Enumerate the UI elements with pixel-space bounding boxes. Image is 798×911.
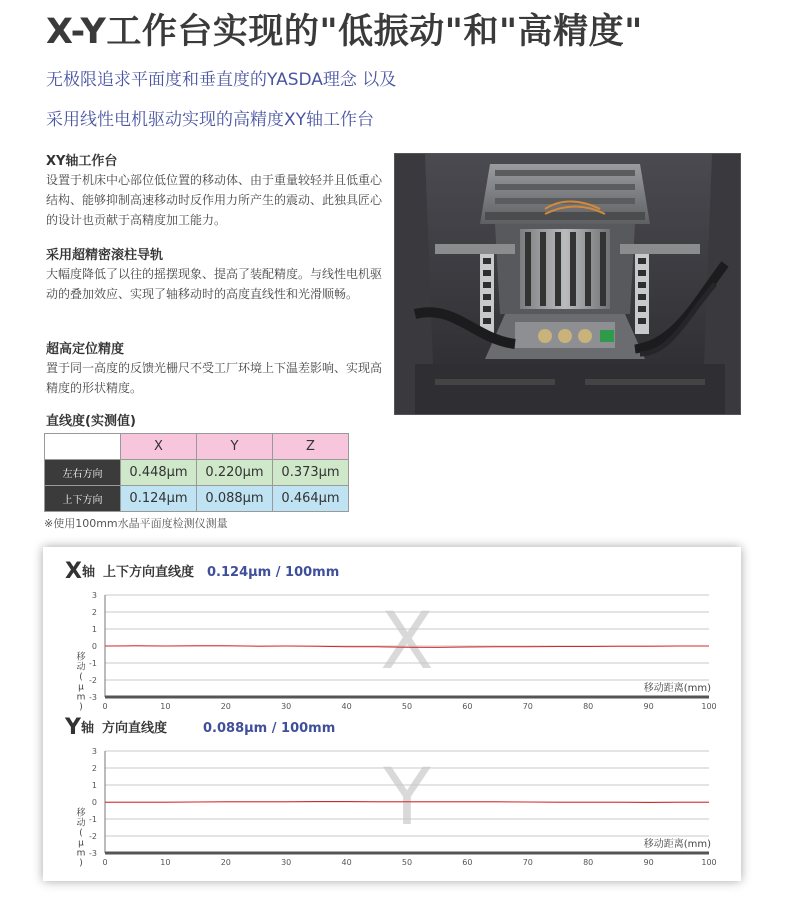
x-tick-label: 90 [643, 858, 654, 867]
section-body-xy-table: 设置于机床中心部位低位置的移动体、由于重量较轻并且低重心结构、能够抑制高速移动时反作用力所产生的震动、此独具匠心的设计也贡献于高精度加工能力。 [46, 173, 383, 227]
table-footnote: ※使用100mm水晶平面度检测仪测量 [44, 517, 228, 530]
y-tick-label: 2 [91, 608, 97, 617]
y-tick-label: 2 [91, 764, 97, 773]
y-tick-label: 3 [91, 591, 97, 600]
chart-y-value: 0.088μm / 100mm [203, 721, 336, 736]
subtitle-line-2: 采用线性电机驱动实现的高精度XY轴工作台 [46, 110, 375, 130]
y-tick-label: 0 [91, 642, 97, 651]
straightness-table-title: 直线度(实测值) [46, 414, 136, 429]
x-tick-label: 30 [281, 702, 292, 711]
row-label-vertical: 上下方向 [45, 486, 121, 512]
y-tick-label: -3 [89, 849, 97, 858]
y-tick-label: 1 [91, 781, 97, 790]
chart-y-axis-letter: Y [65, 715, 81, 740]
x-tick-label: 10 [160, 858, 171, 867]
chart-x-value: 0.124μm / 100mm [207, 565, 340, 580]
x-tick-label: 90 [643, 702, 654, 711]
section-heading-positioning: 超高定位精度 [46, 342, 125, 357]
column-header-x: X [121, 434, 197, 460]
x-tick-label: 40 [341, 702, 352, 711]
x-tick-label: 20 [220, 858, 231, 867]
y-axis-label: 移动( μ m ) [76, 808, 86, 869]
table-row [45, 460, 349, 486]
x-axis-label: 移动距离(mm) [643, 839, 711, 850]
x-tick-label: 80 [583, 702, 594, 711]
column-header-z: Z [273, 434, 349, 460]
xy-table-illustration [395, 154, 741, 415]
x-tick-label: 30 [281, 858, 292, 867]
table-cell: 0.464μm [273, 486, 349, 512]
x-tick-label: 60 [462, 858, 473, 867]
y-tick-label: -3 [89, 693, 97, 702]
row-label-horizontal: 左右方向 [45, 460, 121, 486]
y-tick-label: -1 [89, 659, 97, 668]
section-body-positioning: 置于同一高度的反馈光栅尺不受工厂环境上下温差影响、实现高精度的形状精度。 [46, 361, 383, 395]
x-tick-label: 100 [701, 702, 717, 711]
table-cell: 0.220μm [197, 460, 273, 486]
chart-watermark: X [380, 597, 434, 688]
x-tick-label: 80 [583, 858, 594, 867]
y-tick-label: 0 [91, 798, 97, 807]
x-tick-label: 0 [102, 702, 108, 711]
x-tick-label: 0 [102, 858, 108, 867]
x-tick-label: 70 [522, 858, 533, 867]
y-tick-label: -1 [89, 815, 97, 824]
page-title: X-Y工作台实现的"低振动"和"高精度" [46, 12, 643, 52]
straightness-table [44, 433, 349, 512]
chart-y-axis-char: 轴 [80, 721, 94, 736]
x-tick-label: 50 [401, 702, 413, 711]
straightness-charts-panel [43, 547, 741, 881]
chart-x-title-text: 上下方向直线度 [102, 565, 194, 580]
y-tick-label: -2 [89, 832, 97, 841]
chart-y-axis [43, 713, 741, 873]
table-row [45, 486, 349, 512]
section-heading-xy-table: XY轴工作台 [46, 154, 118, 169]
table-cell: 0.124μm [121, 486, 197, 512]
column-header-y: Y [197, 434, 273, 460]
xy-table-photo [394, 153, 741, 415]
x-tick-label: 70 [522, 702, 533, 711]
table-header-row [45, 434, 349, 460]
chart-x-axis [43, 557, 741, 717]
x-tick-label: 50 [401, 858, 413, 867]
chart-y-title-text: 方向直线度 [101, 721, 167, 736]
table-corner-cell [45, 434, 121, 460]
section-body-roller-guide: 大幅度降低了以往的摇摆现象、提高了装配精度。与线性电机驱动的叠加效应、实现了轴移动时的高度直线性和光滑顺畅。 [46, 267, 383, 301]
x-tick-label: 40 [341, 858, 352, 867]
x-tick-label: 60 [462, 702, 473, 711]
table-cell: 0.373μm [273, 460, 349, 486]
x-tick-label: 10 [160, 702, 171, 711]
chart-x-axis-letter: X [65, 559, 82, 584]
table-cell: 0.088μm [197, 486, 273, 512]
y-tick-label: 1 [91, 625, 97, 634]
chart-x-axis-char: 轴 [81, 565, 95, 580]
y-axis-label: 移动( μ m ) [76, 652, 86, 713]
y-tick-label: -2 [89, 676, 97, 685]
chart-y-title [65, 715, 167, 740]
x-tick-label: 100 [701, 858, 717, 867]
subtitle-line-1: 无极限追求平面度和垂直度的YASDA理念 以及 [46, 70, 397, 90]
table-cell: 0.448μm [121, 460, 197, 486]
section-heading-roller-guide: 采用超精密滚柱导轨 [46, 248, 164, 263]
chart-x-title [65, 559, 194, 584]
x-axis-label: 移动距离(mm) [643, 683, 711, 694]
x-tick-label: 20 [220, 702, 231, 711]
chart-watermark: Y [383, 753, 431, 844]
y-tick-label: 3 [91, 747, 97, 756]
